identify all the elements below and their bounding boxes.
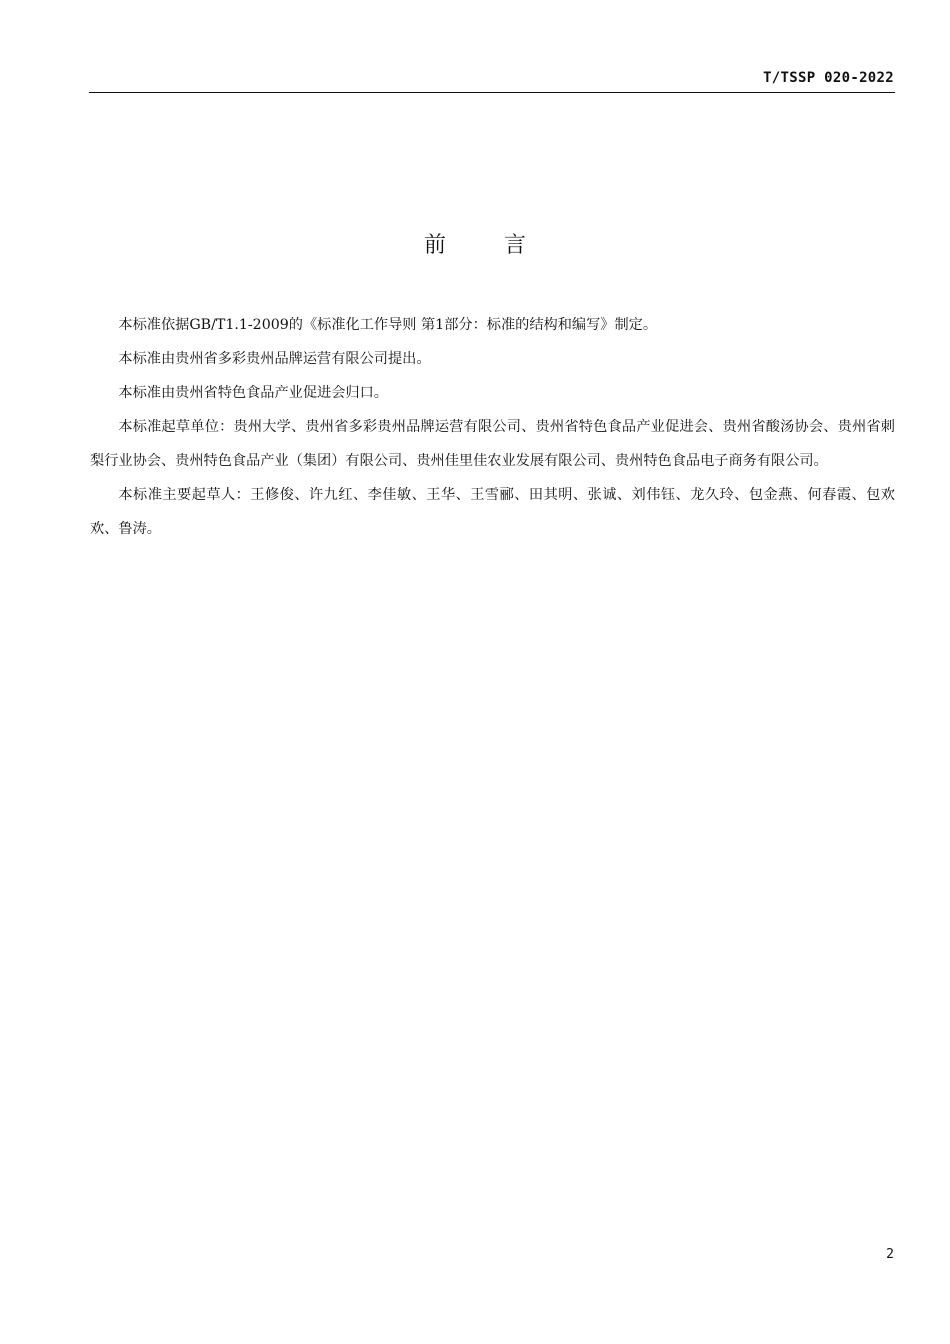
standard-code: T/TSSP 020-2022 xyxy=(763,70,894,86)
page-title xyxy=(0,228,950,259)
page-number: 2 xyxy=(886,1247,894,1262)
paragraph-proposer: 本标准由贵州省多彩贵州品牌运营有限公司提出。 xyxy=(118,351,431,367)
paragraph-drafting-units: 本标准起草单位：贵州大学、贵州省多彩贵州品牌运营有限公司、贵州省特色食品产业促进会、贵州省酸汤协会、贵州省刺梨行业协会、贵州特色食品产业（集团）有限公司、贵州佳里佳农业发展有限公司、贵州特色食品电子商务有限公司。 xyxy=(90,419,895,469)
paragraph-drafters: 本标准主要起草人：王修俊、许九红、李佳敏、王华、王雪郦、田其明、张诚、刘伟钰、龙久玲、包金燕、何春霞、包欢欢、鲁涛。 xyxy=(90,487,895,537)
header-divider xyxy=(89,92,895,93)
paragraph-basis: 本标准依据GB/T1.1-2009的《标准化工作导则 第1部分：标准的结构和编写》制定。 xyxy=(118,317,658,333)
foreword-body xyxy=(90,308,895,546)
title-char-1: 前 xyxy=(423,233,446,258)
paragraph-centralized: 本标准由贵州省特色食品产业促进会归口。 xyxy=(118,385,388,401)
title-char-2: 言 xyxy=(504,233,527,258)
